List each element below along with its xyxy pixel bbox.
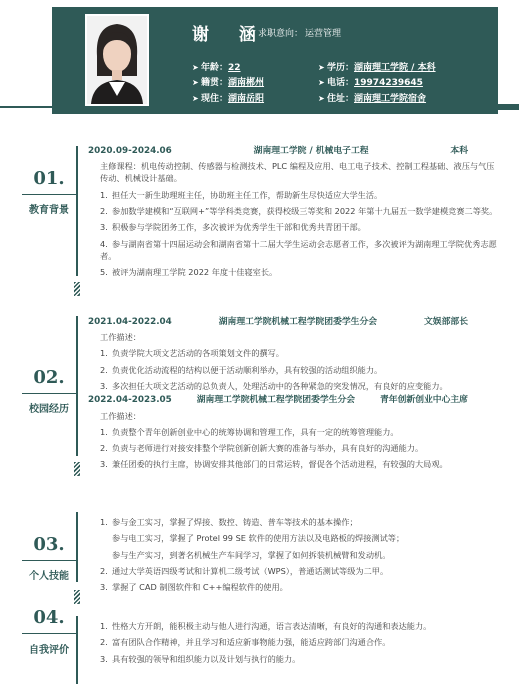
list-item-number: 1.: [100, 348, 108, 359]
campus-job-period: 2022.04-2023.05: [88, 395, 172, 406]
list-item-text: 参加数学建模和“互联网+”等学科类竞赛，获得校级三等奖和 2022 年第十九届五一数学建模竞赛二等奖。: [112, 206, 498, 217]
section-hatch: [74, 590, 80, 604]
education-degree: 本科: [450, 146, 468, 156]
info-address: [192, 91, 264, 104]
info-age: [192, 60, 241, 73]
list-item: [88, 364, 498, 376]
list-item-text: 积极参与学院团务工作，多次被评为优秀学生干部和优秀共青团干部。: [112, 222, 366, 233]
list-item: [88, 516, 498, 528]
list-item: [88, 442, 498, 454]
info-edu-label: 学历：: [327, 63, 355, 73]
list-item: [88, 205, 498, 217]
info-age-value: 22: [228, 63, 241, 73]
job-intent-value: 运营管理: [305, 29, 342, 39]
info-phone-label: 电话：: [327, 78, 355, 88]
education-school: 湖南理工学院 / 机械电子工程: [253, 146, 369, 156]
list-item-text: 富有团队合作精神，并且学习和适应新事物能力强，能适应跨部门沟通合作。: [112, 637, 391, 648]
arrow-icon: ➤: [192, 63, 199, 72]
list-item: [88, 380, 498, 392]
list-item-number: 3.: [100, 653, 108, 664]
list-item-text: 参与生产实习，到著名机械生产车间学习，掌握了如何拆装机械臂和发动机。: [112, 549, 391, 560]
list-item-text: 性格大方开朗，能积极主动与他人进行沟通，语言表达清晰，有良好的沟通和表达能力。: [112, 621, 432, 631]
list-item-text: 负责学院大项文艺活动的各项策划文件的撰写。: [112, 348, 284, 359]
list-item: [88, 636, 498, 648]
skills-content: [88, 512, 498, 593]
section-hatch: [74, 282, 80, 296]
list-item-number: 1.: [100, 621, 108, 631]
info-edu-value: 湖南理工学院 / 本科: [354, 63, 436, 73]
section-title: 自我评价: [29, 645, 69, 656]
info-origin: [192, 75, 264, 88]
education-courses: 主修课程：机电传动控制、传感器与检测技术、PLC 编程及应用、电工电子技术、控制工程基础、液压与气压传动、机械设计基础。: [100, 161, 495, 184]
list-item-text: 参与湖南省第十四届运动会和湖南省第十二届大学生运动会志愿者工作，多次被评为湖南理工学院优秀志愿者。: [100, 238, 497, 261]
list-item: [88, 581, 498, 593]
list-item: [88, 347, 498, 359]
section-title: 校园经历: [29, 404, 69, 415]
list-item-number: 3.: [100, 381, 108, 392]
list-item-number: 3.: [100, 222, 108, 233]
list-item-number: 5.: [100, 267, 108, 278]
arrow-icon: ➤: [318, 78, 325, 87]
education-period: 2020.09-2024.06: [88, 146, 172, 156]
list-item: [88, 549, 498, 561]
campus-job-period: 2021.04-2022.04: [88, 317, 172, 327]
info-origin-value: 湖南郴州: [228, 78, 265, 88]
resume-header: [0, 0, 519, 122]
section-divider: [22, 633, 76, 634]
list-item: [88, 238, 498, 263]
campus-job-org: 湖南理工学院机械工程学院团委学生分会: [218, 317, 378, 327]
list-item-text: 兼任团委的执行主席，协调安排其他部门的日常运转，督促各个活动进程，有较强的大局观。: [112, 459, 448, 470]
list-item-text: 负责整个青年创新创业中心的统筹协调和管理工作，具有一定的统筹管理能力。: [112, 426, 399, 437]
list-item-text: 参与电工实习，掌握了 Protel 99 SE 软件的使用方法以及电路板的焊接测试等；: [112, 533, 405, 544]
section-number: 01.: [33, 168, 65, 189]
info-origin-label: 籍贯：: [201, 78, 229, 88]
info-age-label: 年龄：: [201, 63, 229, 73]
info-phone: [318, 75, 423, 88]
campus-job-role: 青年创新创业中心主席: [380, 395, 468, 406]
info-residence: [318, 91, 426, 104]
list-item-number: 3.: [100, 582, 108, 593]
info-address-value: 湖南岳阳: [228, 94, 265, 104]
list-item: [88, 653, 498, 665]
campus-job-header: [88, 316, 498, 329]
list-item-text: 被评为湖南理工学院 2022 年度十佳寝室长。: [112, 267, 278, 278]
section-number: 02.: [33, 367, 65, 388]
list-item-number: 1.: [100, 517, 108, 527]
education-list: [88, 189, 498, 279]
section-divider: [22, 393, 76, 394]
list-item: [88, 532, 498, 544]
campus-job: [88, 394, 498, 470]
section-title: 教育背景: [29, 205, 69, 216]
campus-job: [88, 316, 498, 392]
list-item-number: 1.: [100, 189, 108, 200]
list-item-number: 3.: [100, 459, 108, 470]
section-divider: [22, 560, 76, 561]
list-item: [88, 620, 498, 632]
list-item-text: 掌握了 CAD 制图软件和 C++编程软件的使用。: [112, 582, 288, 593]
list-item: [88, 221, 498, 233]
campus-job-header: [88, 394, 498, 407]
arrow-icon: ➤: [318, 94, 325, 103]
arrow-icon: ➤: [318, 63, 325, 72]
profile-photo: [85, 14, 149, 106]
campus-job-org: 湖南理工学院机械工程学院团委学生分会: [196, 395, 356, 406]
list-item-text: 参与金工实习，掌握了焊接、数控、铸造、普车等技术的基本操作；: [112, 517, 358, 527]
education-header-row: [88, 145, 498, 158]
info-education: [318, 60, 436, 73]
list-item-number: 2.: [100, 637, 108, 648]
section-number: 03.: [33, 534, 65, 555]
list-item-number: 2.: [100, 206, 108, 217]
section-hatch: [74, 462, 80, 476]
info-residence-label: 住址：: [327, 94, 355, 104]
section-bar: [76, 316, 78, 456]
list-item-text: 担任大一新生助理班主任，协助班主任工作，帮助新生尽快适应大学生活。: [112, 189, 383, 200]
list-item-text: 负责优化活动流程的结构以便于活动顺利举办，具有较强的活动组织能力。: [112, 364, 383, 375]
list-item-text: 具有较强的领导和组织能力以及计划与执行的能力。: [112, 653, 301, 664]
campus-job-desc-label: 工作描述：: [100, 410, 141, 421]
list-item: [88, 565, 498, 577]
list-item-text: 通过大学英语四级考试和计算机二级考试（WPS），普通话测试等级为二甲。: [112, 565, 389, 576]
list-item-number: 2.: [100, 565, 108, 576]
campus-job-desc-label: 工作描述：: [100, 332, 141, 343]
list-item: [88, 266, 498, 278]
list-item-number: 2.: [100, 364, 108, 375]
section-number: 04.: [33, 607, 65, 628]
list-item: [88, 189, 498, 201]
job-intent: [258, 26, 341, 39]
header-divider: [0, 106, 519, 108]
job-intent-label: 求职意向：: [258, 29, 304, 39]
education-content: [88, 145, 498, 279]
section-divider: [22, 194, 76, 195]
header-divider-accent: [498, 104, 519, 110]
arrow-icon: ➤: [192, 94, 199, 103]
info-address-label: 现住：: [201, 94, 229, 104]
list-item-number: 2.: [100, 443, 108, 454]
list-item-text: 多次担任大项文艺活动的总负责人，处理活动中的各种紧急的突发情况，有良好的应变能力。: [112, 381, 448, 392]
info-phone-value: 19974239645: [354, 78, 423, 88]
campus-content: [88, 316, 498, 471]
list-item: [88, 458, 498, 470]
info-residence-value: 湖南理工学院宿舍: [354, 94, 427, 104]
list-item-number: 4.: [100, 238, 108, 249]
list-item-number: 1.: [100, 426, 108, 437]
section-title: 个人技能: [29, 571, 69, 582]
list-item-text: 负责与老师进行对接安排整个学院创新创新大赛的准备与举办，具有良好的沟通能力。: [112, 443, 424, 454]
arrow-icon: ➤: [192, 78, 199, 87]
self-eval-content: [88, 616, 498, 665]
list-item: [88, 426, 498, 438]
campus-job-role: 文娱部部长: [424, 317, 468, 327]
candidate-name: 谢 涵: [192, 25, 268, 45]
